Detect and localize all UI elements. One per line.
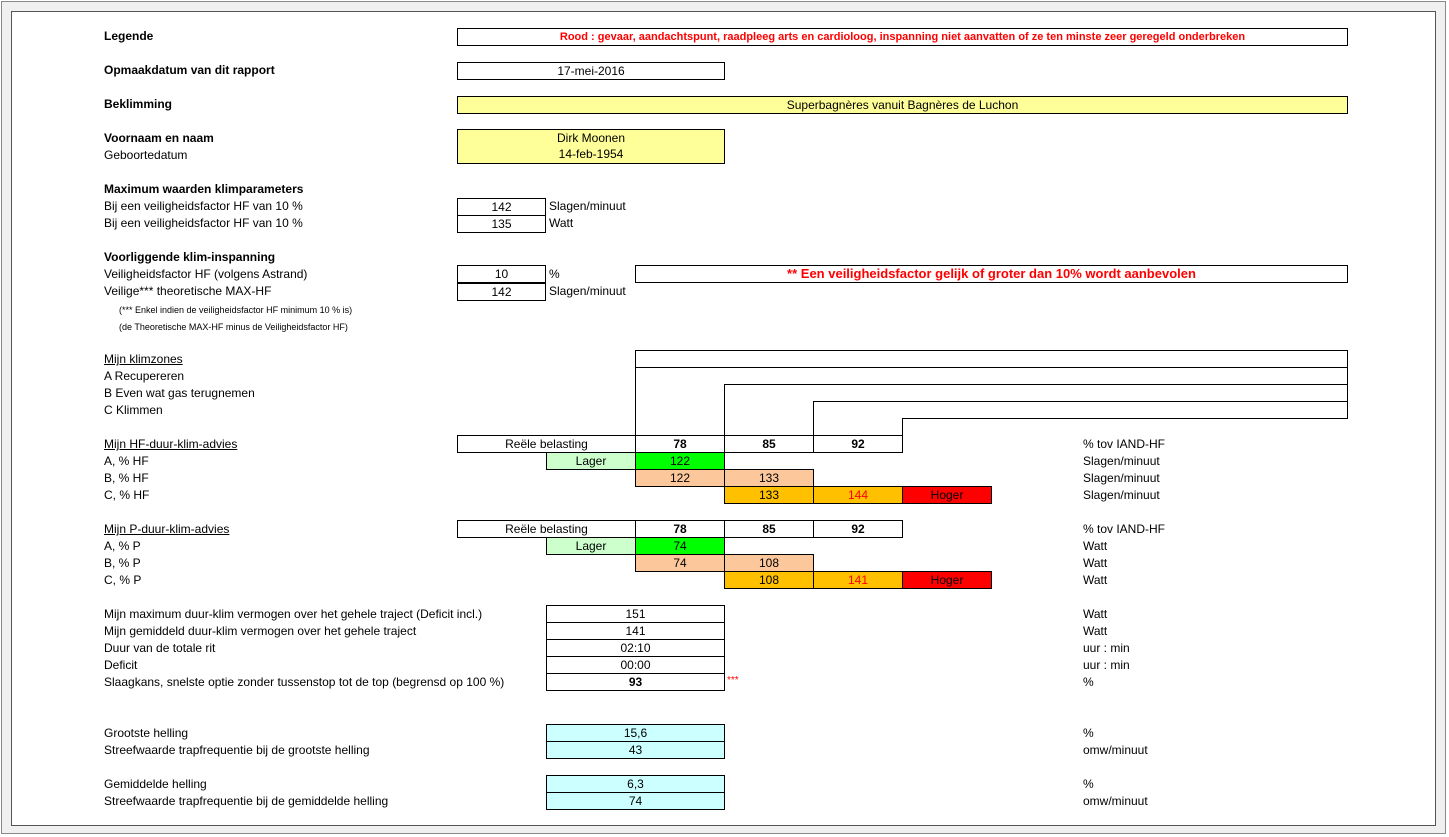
p-c-value-2: 141 [813,571,903,589]
p-percent-78: 78 [635,520,725,538]
hf-header-real-load: Reële belasting [457,435,636,453]
zones-line-col1 [635,350,636,436]
max-hf-label: Bij een veiligheidsfactor HF van 10 % [104,199,303,213]
p-b-unit: Watt [1083,556,1108,570]
zones-line-top [635,350,1348,351]
zones-line-col2 [724,384,725,436]
p-header-real-load: Reële belasting [457,520,636,538]
safe-max-hf-unit: Slagen/minuut [549,284,626,298]
safety-factor-label: Veiligheidsfactor HF (volgens Astrand) [104,267,308,281]
p-b-value-2: 108 [724,554,814,572]
avg-slope-label: Gemiddelde helling [104,777,207,791]
hf-a-label: A, % HF [104,454,149,468]
summary-deficit-unit: uur : min [1083,658,1130,672]
safe-max-hf-value: 142 [457,283,546,301]
avg-slope-value: 6,3 [546,775,725,793]
name-label: Voornaam en naam [104,131,214,145]
zones-line-col4 [902,418,903,436]
zones-line-c [813,401,1348,402]
hf-c-value-2: 144 [813,486,903,504]
p-a-value: 74 [635,537,725,555]
person-name: Dirk Moonen [556,131,626,145]
summary-deficit-label: Deficit [104,658,138,672]
summary-duration-label: Duur van de totale rit [104,641,216,655]
person-birth: 14-feb-1954 [558,147,624,161]
hf-unit-header: % tov IAND-HF [1083,437,1166,451]
p-c-unit: Watt [1083,573,1108,587]
hf-a-value: 122 [635,452,725,470]
summary-avg-power-value: 141 [546,622,725,640]
summary-max-power-value: 151 [546,605,725,623]
hf-percent-78: 78 [635,435,725,453]
effort-title: Voorliggende klim-inspanning [104,250,276,264]
summary-success-label: Slaagkans, snelste optie zonder tussenstop tot de top (begrensd op 100 %) [104,675,505,689]
p-higher-cell: Hoger [902,571,992,589]
climb-value[interactable]: Superbagnères vanuit Bagnères de Luchon [457,96,1348,114]
max-values-title: Maximum waarden klimparameters [104,182,304,196]
note-theoretical: (de Theoretische MAX-HF minus de Veiligheidsfactor HF) [119,322,348,332]
p-lower-cell: Lager [546,537,636,555]
summary-avg-power-unit: Watt [1083,624,1108,638]
p-b-value-1: 74 [635,554,725,572]
hf-b-value-1: 122 [635,469,725,487]
summary-duration-unit: uur : min [1083,641,1130,655]
summary-deficit-value: 00:00 [546,656,725,674]
report-date-label: Opmaakdatum van dit rapport [104,63,275,77]
avg-cadence-label: Streefwaarde trapfrequentie bij de gemiddelde helling [104,794,389,808]
p-a-unit: Watt [1083,539,1108,553]
summary-success-value: 93 [546,673,725,691]
summary-success-marker: *** [727,675,739,686]
max-slope-value: 15,6 [546,724,725,742]
p-unit-header: % tov IAND-HF [1083,522,1166,536]
zone-a-label: A Recupereren [104,369,185,383]
summary-duration-value: 02:10 [546,639,725,657]
hf-b-label: B, % HF [104,471,149,485]
person-box[interactable] [457,129,725,164]
safety-advice: ** Een veiligheidsfactor gelijk of groter dan 10% wordt aanbevolen [635,265,1348,283]
max-cadence-value: 43 [546,741,725,759]
note-safety: (*** Enkel indien de veiligheidsfactor HF minimum 10 % is) [119,305,353,315]
safe-max-hf-label: Veilige*** theoretische MAX-HF [104,284,272,298]
p-c-label: C, % P [104,573,142,587]
birth-label: Geboortedatum [104,148,188,162]
max-watt-value: 135 [457,215,546,233]
p-title: Mijn P-duur-klim-advies [104,522,230,536]
hf-b-unit: Slagen/minuut [1083,471,1160,485]
hf-higher-cell: Hoger [902,486,992,504]
zones-line-right [1347,350,1348,419]
legend-label: Legende [104,29,154,43]
zone-b-label: B Even wat gas terugnemen [104,386,255,400]
p-b-label: B, % P [104,556,141,570]
hf-percent-85: 85 [724,435,814,453]
safety-factor-unit: % [549,267,560,281]
zones-line-col3 [813,401,814,436]
legend-text: Rood : gevaar, aandachtspunt, raadpleeg arts en cardioloog, inspanning niet aanvatten of ze ten minste zeer geregeld onderbreken [457,28,1348,46]
hf-c-unit: Slagen/minuut [1083,488,1160,502]
report-date-value[interactable]: 17-mei-2016 [457,62,725,80]
avg-slope-unit: % [1083,777,1094,791]
max-cadence-unit: omw/minuut [1083,743,1148,757]
hf-c-value-1: 133 [724,486,814,504]
summary-avg-power-label: Mijn gemiddeld duur-klim vermogen over het gehele traject [104,624,417,638]
p-a-label: A, % P [104,539,141,553]
avg-cadence-unit: omw/minuut [1083,794,1148,808]
max-cadence-label: Streefwaarde trapfrequentie bij de grootste helling [104,743,370,757]
p-percent-85: 85 [724,520,814,538]
p-c-value-1: 108 [724,571,814,589]
zone-c-label: C Klimmen [104,403,163,417]
max-slope-unit: % [1083,726,1094,740]
zones-line-b [724,384,1348,385]
zones-line-a [635,367,1348,368]
max-hf-unit: Slagen/minuut [549,199,626,213]
hf-title: Mijn HF-duur-klim-advies [104,437,238,451]
avg-cadence-value: 74 [546,792,725,810]
summary-max-power-unit: Watt [1083,607,1108,621]
max-watt-label: Bij een veiligheidsfactor HF van 10 % [104,216,303,230]
hf-percent-92: 92 [813,435,903,453]
hf-c-label: C, % HF [104,488,150,502]
summary-success-unit: % [1083,675,1094,689]
hf-a-unit: Slagen/minuut [1083,454,1160,468]
hf-b-value-2: 133 [724,469,814,487]
summary-max-power-label: Mijn maximum duur-klim vermogen over het gehele traject (Deficit incl.) [104,607,483,621]
zones-line-d [902,418,1348,419]
max-slope-label: Grootste helling [104,726,189,740]
zones-title: Mijn klimzones [104,352,183,366]
climb-label: Beklimming [104,97,173,111]
max-hf-value: 142 [457,198,546,216]
hf-lower-cell: Lager [546,452,636,470]
max-watt-unit: Watt [549,216,574,230]
p-percent-92: 92 [813,520,903,538]
safety-factor-value[interactable]: 10 [457,265,546,283]
